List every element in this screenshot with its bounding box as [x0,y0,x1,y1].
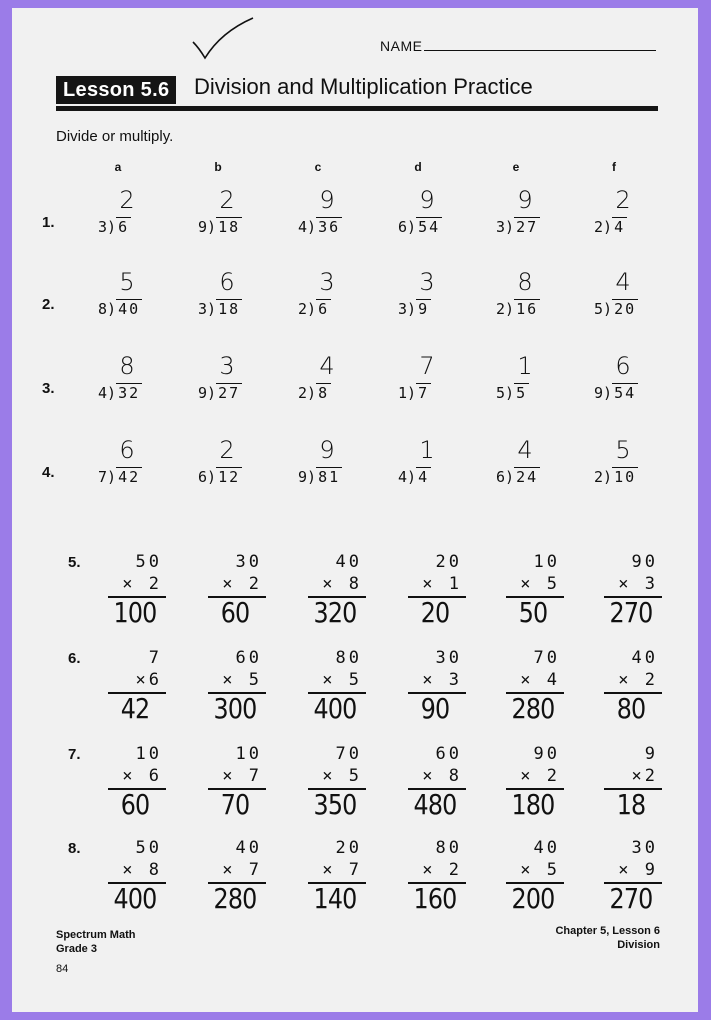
division-expression [98,467,142,486]
handwritten-answer[interactable]: 270 [609,882,653,915]
multiplication-problem [402,744,468,830]
multiplicand: 50 [135,552,162,572]
column-letter-c: c [314,160,322,174]
name-line [424,38,656,51]
handwritten-answer[interactable]: 9 [517,186,533,214]
handwritten-answer[interactable]: 3 [319,268,335,296]
handwritten-answer[interactable]: 5 [615,436,631,464]
multiplicand: 20 [435,552,462,572]
division-bracket: ) [407,384,417,402]
division-bracket: ) [207,300,217,318]
division-problem [588,178,658,238]
division-problem [192,260,262,320]
row-number: 3. [42,380,55,397]
handwritten-answer[interactable]: 70 [220,788,250,821]
dividend: 20 [614,300,637,318]
division-bracket: ) [107,300,117,318]
dividend: 4 [614,218,626,236]
divisor: 9 [594,384,604,402]
division-bracket: ) [207,384,217,402]
handwritten-answer[interactable]: 280 [511,692,555,725]
multiplicand: 9 [644,744,658,764]
lesson-badge: Lesson 5.6 [56,76,176,104]
multiplier: × 7 [222,860,262,880]
divisor: 9 [298,468,308,486]
division-bracket: ) [407,218,417,236]
division-problem [92,260,162,320]
dividend: 81 [318,468,341,486]
dividend: 36 [318,218,341,236]
footer-publisher: Spectrum Math [56,929,136,941]
multiplier: × 2 [422,860,462,880]
division-expression [398,217,442,236]
divisor: 2 [594,218,604,236]
footer-page-number: 84 [56,963,69,975]
handwritten-answer[interactable]: 1 [517,352,533,380]
handwritten-answer[interactable]: 7 [419,352,435,380]
worksheet-page [12,8,698,1012]
multiplication-problem [598,552,664,638]
division-bracket: ) [603,218,613,236]
division-problem [490,178,560,238]
divisor: 8 [98,300,108,318]
division-expression [496,217,540,236]
footer-grade: Grade 3 [56,943,97,955]
division-bracket: ) [603,300,613,318]
handwritten-answer[interactable]: 180 [511,788,555,821]
divisor: 4 [398,468,408,486]
multiplicand: 30 [631,838,658,858]
division-bracket: ) [307,300,317,318]
page-title: Division and Multiplication Practice [194,74,533,99]
division-problem [292,428,362,488]
handwritten-answer[interactable]: 1 [419,436,435,464]
multiplicand: 10 [533,552,560,572]
division-bracket: ) [307,468,317,486]
handwritten-answer[interactable]: 140 [313,882,357,915]
handwritten-answer[interactable]: 8 [517,268,533,296]
division-expression [298,467,342,486]
dividend: 6 [118,218,130,236]
handwritten-answer[interactable]: 5 [119,268,135,296]
multiplication-problem [500,838,566,924]
divisor: 9 [198,218,208,236]
multiplier: × 3 [422,670,462,690]
multiplication-problem [598,648,664,734]
divisor: 5 [594,300,604,318]
handwritten-answer[interactable]: 20 [420,596,450,629]
multiplication-problem [102,838,168,924]
division-expression [594,467,638,486]
multiplier: × 5 [322,670,362,690]
division-problem [292,260,362,320]
handwritten-answer[interactable]: 2 [219,436,235,464]
dividend: 10 [614,468,637,486]
multiplication-problem [302,744,368,830]
handwritten-answer[interactable]: 100 [113,596,157,629]
multiplicand: 10 [235,744,262,764]
multiplicand: 40 [335,552,362,572]
handwritten-answer[interactable]: 160 [413,882,457,915]
footer-topic: Division [617,939,660,951]
division-expression [496,299,540,318]
handwritten-answer[interactable]: 350 [313,788,357,821]
division-expression [198,217,242,236]
divisor: 2 [298,300,308,318]
dividend: 9 [418,300,430,318]
multiplier: ×6 [135,670,162,690]
handwritten-answer[interactable]: 90 [420,692,450,725]
divisor: 5 [496,384,506,402]
multiplier: × 2 [222,574,262,594]
handwritten-answer[interactable]: 300 [213,692,257,725]
division-bracket: ) [207,468,217,486]
dividend: 18 [218,218,241,236]
row-number: 6. [68,650,81,667]
division-bracket: ) [307,384,317,402]
divisor: 2 [496,300,506,318]
multiplier: × 4 [520,670,560,690]
division-expression [98,217,131,236]
multiplier: × 5 [322,766,362,786]
dividend: 4 [418,468,430,486]
multiplication-problem [202,744,268,830]
dividend: 54 [418,218,441,236]
division-expression [398,467,431,486]
lesson-header [56,70,658,112]
multiplication-problem [102,552,168,638]
multiplicand: 30 [235,552,262,572]
multiplier: × 8 [422,766,462,786]
handwritten-answer[interactable]: 4 [615,268,631,296]
multiplication-problem [402,838,468,924]
division-expression [298,383,331,402]
dividend: 6 [318,300,330,318]
division-problem [392,260,462,320]
handwritten-answer[interactable]: 2 [119,186,135,214]
multiplication-problem [402,552,468,638]
division-problem [490,428,560,488]
footer-right [555,924,660,952]
division-bracket: ) [107,384,117,402]
row-number: 8. [68,840,81,857]
division-expression [398,383,431,402]
dividend: 27 [218,384,241,402]
row-number: 5. [68,554,81,571]
division-problem [490,260,560,320]
division-problem [588,344,658,404]
division-bracket: ) [207,218,217,236]
division-expression [594,383,638,402]
multiplication-problem [500,648,566,734]
handwritten-answer[interactable]: 9 [319,186,335,214]
multiplicand: 90 [631,552,658,572]
division-expression [98,383,142,402]
multiplier: × 7 [322,860,362,880]
multiplicand: 30 [435,648,462,668]
dividend: 18 [218,300,241,318]
multiplicand: 70 [533,648,560,668]
dividend: 27 [516,218,539,236]
handwritten-answer[interactable]: 9 [419,186,435,214]
division-bracket: ) [307,218,317,236]
division-expression [198,467,242,486]
division-problem [588,428,658,488]
handwritten-answer[interactable]: 8 [119,352,135,380]
dividend: 7 [418,384,430,402]
division-expression [594,299,638,318]
division-problem [392,178,462,238]
multiplicand: 40 [235,838,262,858]
multiplication-problem [598,838,664,924]
dividend: 42 [118,468,141,486]
handwritten-answer[interactable]: 80 [616,692,646,725]
footer-left [56,928,135,976]
multiplier: × 5 [520,860,560,880]
multiplier: × 5 [222,670,262,690]
division-problem [192,428,262,488]
division-problem [588,260,658,320]
handwritten-answer[interactable]: 60 [120,788,150,821]
multiplication-problem [402,648,468,734]
divisor: 3 [496,218,506,236]
multiplicand: 10 [135,744,162,764]
division-problem [490,344,560,404]
divisor: 2 [298,384,308,402]
division-expression [298,299,331,318]
divisor: 3 [398,300,408,318]
division-expression [298,217,342,236]
name-label: NAME [380,38,423,54]
divisor: 3 [98,218,108,236]
handwritten-answer[interactable]: 2 [219,186,235,214]
row-number: 7. [68,746,81,763]
multiplicand: 40 [631,648,658,668]
multiplication-problem [302,648,368,734]
divisor: 4 [298,218,308,236]
division-bracket: ) [107,218,117,236]
division-problem [392,344,462,404]
handwritten-answer[interactable]: 480 [413,788,457,821]
division-problem [192,344,262,404]
divisor: 9 [198,384,208,402]
handwritten-answer[interactable]: 320 [313,596,357,629]
multiplication-problem [202,552,268,638]
dividend: 40 [118,300,141,318]
handwritten-answer[interactable]: 18 [616,788,646,821]
multiplicand: 20 [335,838,362,858]
multiplier: × 8 [122,860,162,880]
divisor: 6 [496,468,506,486]
division-problem [92,178,162,238]
multiplier: × 1 [422,574,462,594]
multiplier: × 2 [618,670,658,690]
checkmark-icon [187,14,257,64]
multiplier: × 9 [618,860,658,880]
dividend: 8 [318,384,330,402]
divisor: 4 [98,384,108,402]
handwritten-answer[interactable]: 270 [609,596,653,629]
division-bracket: ) [603,468,613,486]
multiplication-problem [598,744,664,830]
dividend: 16 [516,300,539,318]
instructions: Divide or multiply. [56,128,174,145]
dividend: 5 [516,384,528,402]
multiplicand: 50 [135,838,162,858]
multiplier: ×2 [631,766,658,786]
multiplicand: 7 [148,648,162,668]
footer-chapter: Chapter 5, Lesson 6 [555,925,660,937]
multiplier: × 3 [618,574,658,594]
handwritten-answer[interactable]: 42 [120,692,150,725]
division-expression [198,299,242,318]
row-number: 2. [42,296,55,313]
divisor: 1 [398,384,408,402]
handwritten-answer[interactable]: 6 [219,268,235,296]
multiplier: × 2 [122,574,162,594]
division-expression [198,383,242,402]
multiplicand: 80 [335,648,362,668]
multiplier: × 7 [222,766,262,786]
multiplicand: 90 [533,744,560,764]
handwritten-answer[interactable]: 9 [319,436,335,464]
multiplication-problem [202,838,268,924]
handwritten-answer[interactable]: 4 [517,436,533,464]
division-problem [292,344,362,404]
multiplicand: 40 [533,838,560,858]
division-problem [292,178,362,238]
divisor: 6 [398,218,408,236]
handwritten-answer[interactable]: 50 [518,596,548,629]
handwritten-answer[interactable]: 3 [419,268,435,296]
division-expression [398,299,431,318]
division-problem [92,344,162,404]
division-expression [496,467,540,486]
multiplier: × 5 [520,574,560,594]
division-problem [92,428,162,488]
dividend: 32 [118,384,141,402]
divisor: 3 [198,300,208,318]
handwritten-answer[interactable]: 6 [119,436,135,464]
multiplication-problem [500,744,566,830]
multiplicand: 60 [435,744,462,764]
divisor: 6 [198,468,208,486]
multiplicand: 70 [335,744,362,764]
division-problem [192,178,262,238]
multiplication-problem [102,744,168,830]
column-letter-e: e [512,160,520,174]
multiplication-problem [302,838,368,924]
multiplier: × 8 [322,574,362,594]
dividend: 54 [614,384,637,402]
handwritten-answer[interactable]: 6 [615,352,631,380]
division-bracket: ) [603,384,613,402]
division-bracket: ) [107,468,117,486]
multiplication-problem [202,648,268,734]
division-expression [98,299,142,318]
title-rule [56,106,658,111]
multiplication-problem [302,552,368,638]
division-bracket: ) [505,300,515,318]
multiplicand: 60 [235,648,262,668]
multiplier: × 2 [520,766,560,786]
row-number: 1. [42,214,55,231]
division-bracket: ) [505,384,515,402]
multiplication-problem [102,648,168,734]
handwritten-answer[interactable]: 200 [511,882,555,915]
division-bracket: ) [505,468,515,486]
division-expression [594,217,627,236]
handwritten-answer[interactable]: 4 [319,352,335,380]
divisor: 7 [98,468,108,486]
dividend: 12 [218,468,241,486]
handwritten-answer[interactable]: 400 [313,692,357,725]
divisor: 2 [594,468,604,486]
multiplier: × 6 [122,766,162,786]
handwritten-answer[interactable]: 3 [219,352,235,380]
division-bracket: ) [505,218,515,236]
division-expression [496,383,529,402]
division-problem [392,428,462,488]
column-letter-f: f [612,160,616,174]
column-letter-b: b [214,160,222,174]
handwritten-answer[interactable]: 2 [615,186,631,214]
handwritten-answer[interactable]: 60 [220,596,250,629]
column-letter-d: d [414,160,422,174]
name-field[interactable] [380,38,656,54]
dividend: 24 [516,468,539,486]
column-letter-a: a [114,160,122,174]
division-bracket: ) [407,468,417,486]
division-bracket: ) [407,300,417,318]
handwritten-answer[interactable]: 280 [213,882,257,915]
multiplicand: 80 [435,838,462,858]
multiplication-problem [500,552,566,638]
handwritten-answer[interactable]: 400 [113,882,157,915]
row-number: 4. [42,464,55,481]
